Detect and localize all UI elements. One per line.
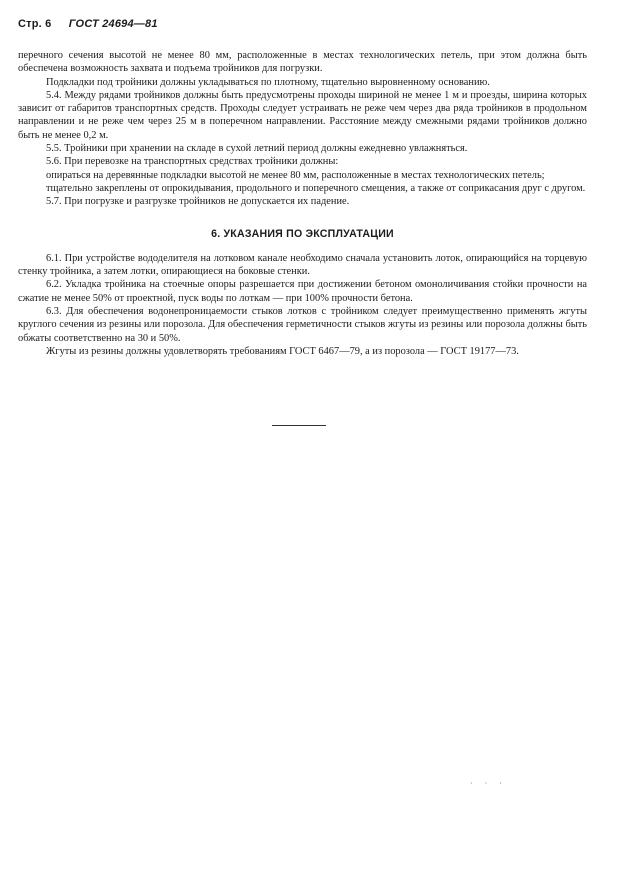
end-rule [272,425,326,426]
paragraph-5-6-item-1: опираться на деревянные подкладки высотой не менее 80 мм, расположенные в местах технологических петель; [46,169,545,181]
paragraph-5-6: 5.6. При перевозке на транспортных средствах тройники должны: [46,156,339,168]
paragraph-6-3: 6.3. Для обеспечения водонепроницаемости стыков лотков с тройником следует преимущественно применять жгуты круглого сечения из резины или порозола. Для обеспечения герметичности стыков жгуты из резины или порозола должны быть обжаты соответственно на 30 и 50%. [18,306,587,344]
scan-specks: · · · [470,779,507,788]
body-text [18,49,587,358]
paragraph-6-1: 6.1. При устройстве вододелителя на лотковом канале необходимо сначала установить лоток, опирающийся на торцевую стенку тройника, а затем лотки, опирающиеся на боковые стенки. [18,252,587,278]
paragraph-6-2: 6.2. Укладка тройника на стоечные опоры разрешается при достижении бетоном омоноличивания стойки прочности на сжатие не менее 50% от проектной, пуск воды по лоткам — при 100% прочности бетона. [18,279,587,304]
paragraph-5-6-item-2: тщательно закреплены от опрокидывания, продольного и поперечного смещения, а также от соприкасания друг с другом. [46,182,586,194]
section-title: 6. УКАЗАНИЯ ПО ЭКСПЛУАТАЦИИ [211,227,394,240]
paragraph-6-3-cont: Жгуты из резины должны удовлетворять требованиям ГОСТ 6467—79, а из порозола — ГОСТ 19177—73. [46,345,519,357]
paragraph-5-4: 5.4. Между рядами тройников должны быть предусмотрены проходы шириной не менее 1 м и проезды, ширина которых зависит от габаритов транспортных средств. Проходы следует устраивать не реже чем через два ряда тройников в продольном направлении и не реже чем через 25 м в поперечном направлении. Расстояние между смежными рядами тройников должно быть не менее 0,2 м. [18,89,587,141]
paragraph-5-5: 5.5. Тройники при хранении на складе в сухой летний период должны ежедневно увлажняться. [46,143,468,155]
paragraph-continuation: перечного сечения высотой не менее 80 мм, расположенные в местах технологических петель, при этом должна быть обеспечена возможность захвата и подъема тройников для погрузки. [18,50,587,75]
standard-number: ГОСТ 24694—81 [68,18,158,30]
page-number: Стр. 6 [18,18,52,30]
paragraph-supports-base: Подкладки под тройники должны укладываться по плотному, тщательно выровненному основанию. [46,76,490,88]
page-header [18,18,158,30]
paragraph-5-7: 5.7. При погрузке и разгрузке тройников не допускается их падение. [46,196,350,208]
